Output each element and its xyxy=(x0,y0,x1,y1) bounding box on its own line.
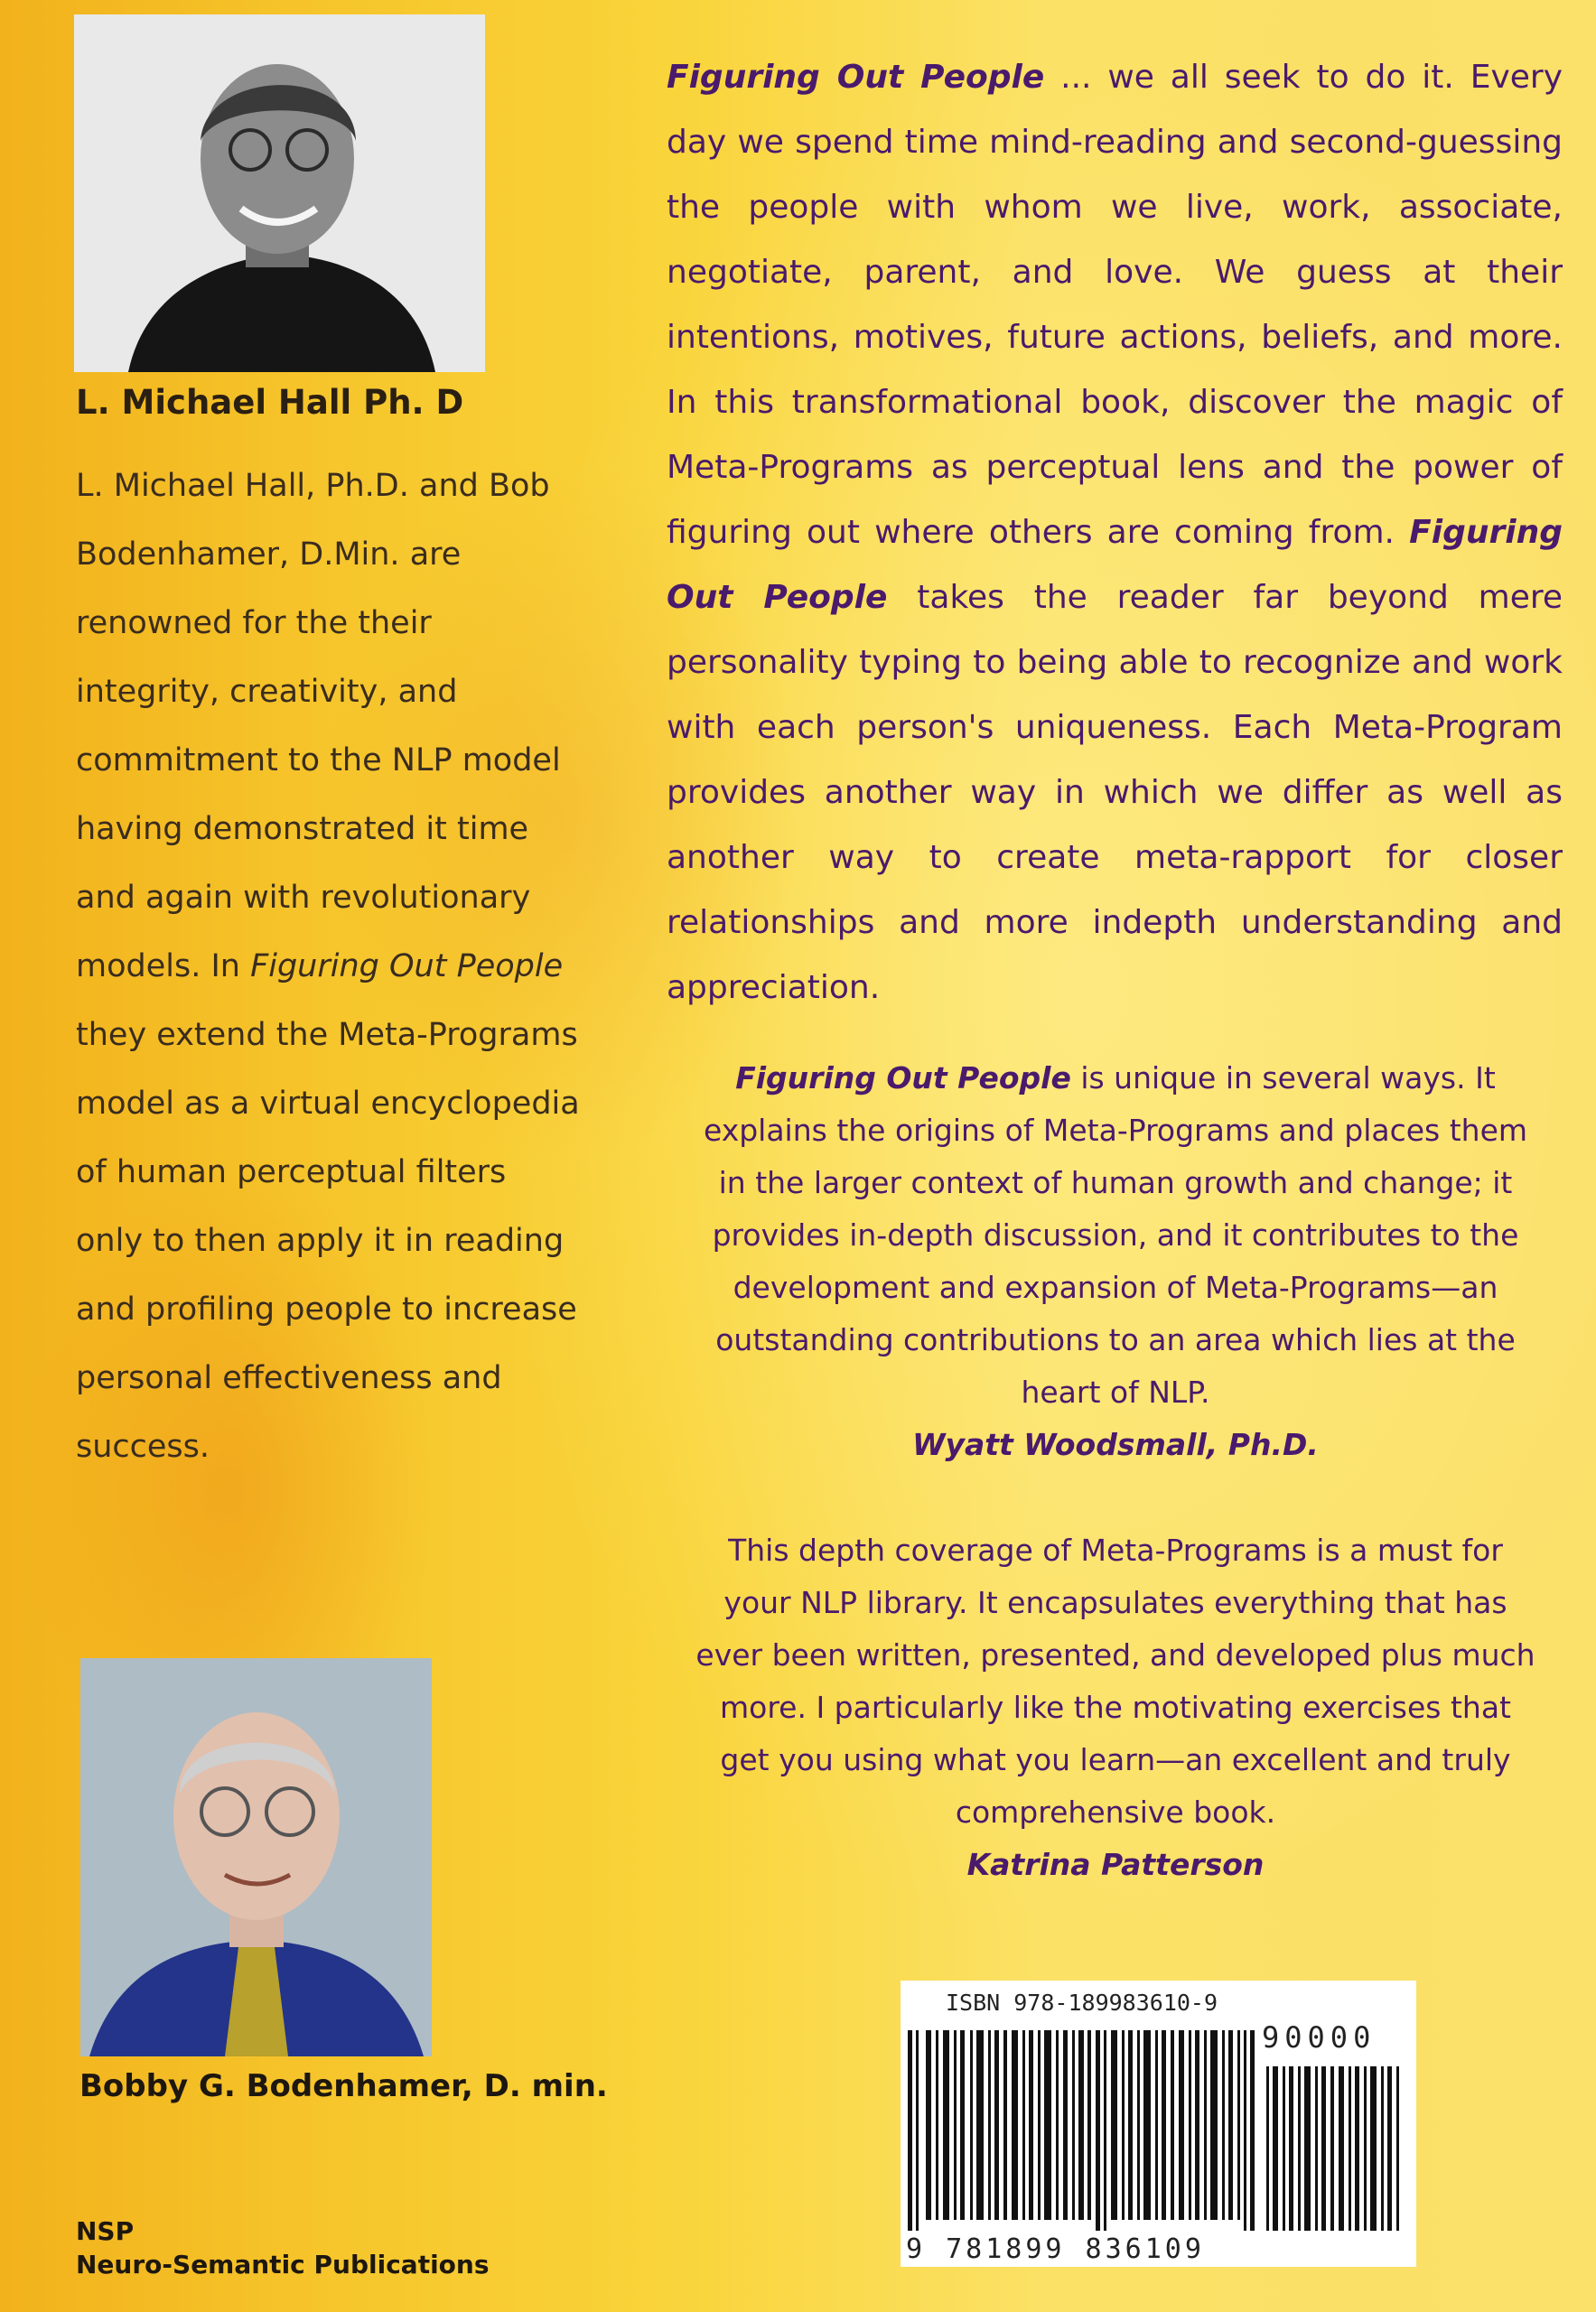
isbn-barcode xyxy=(901,1981,1416,2267)
endorsement-quote-patterson xyxy=(695,1524,1535,1891)
portrait-hall-image xyxy=(74,14,485,372)
publisher-short: NSP xyxy=(76,2216,135,2246)
portrait-bodenhamer-image xyxy=(80,1658,432,2056)
quote-author: Wyatt Woodsmall, Ph.D. xyxy=(912,1427,1319,1462)
author-photo-bodenhamer xyxy=(80,1658,432,2056)
price-code: 90000 xyxy=(1262,2020,1377,2055)
blurb-title-1: Figuring Out People xyxy=(667,59,1045,96)
barcode-digits: 9 781899 836109 xyxy=(906,2233,1205,2265)
bio-text-1: L. Michael Hall, Ph.D. and Bob Bodenhamer, D.Min. are renowned for the their integrity, creativity, and commitment to the NLP model having demonstrated it time and again with revolutionary models. In xyxy=(76,468,561,984)
bio-book-title: Figuring Out People xyxy=(250,948,564,984)
author-name-hall: L. Michael Hall Ph. D xyxy=(76,383,464,422)
author-bio xyxy=(76,452,582,1481)
publisher-full: Neuro-Semantic Publications xyxy=(76,2250,490,2279)
bio-text-2: they extend the Meta-Programs model as a virtual encyclopedia of human perceptual filters only to then apply it in reading and profiling people to increase personal effectiveness and success. xyxy=(76,1017,580,1465)
blurb-title-2: Figuring Out People xyxy=(667,514,1563,616)
author-photo-hall xyxy=(74,14,485,372)
quote-text: This depth coverage of Meta-Programs is a must for your NLP library. It encapsulates everything that has ever been written, presented, and developed plus much more. I particularly like the motivating exercises that get you using what you learn—an excellent and truly comprehensive book. xyxy=(695,1533,1535,1830)
blurb-text-1: ... we all seek to do it. Every day we spend time mind-reading and second-guessing the people with whom we live, work, associate, negotiate, parent, and love. We guess at their intentions, motives, future actions, beliefs, and more. In this transformational book, discover the magic of Meta-Programs as perceptual lens and the power of figuring out where others are coming from. xyxy=(667,59,1563,551)
quote-book-title: Figuring Out People xyxy=(735,1060,1071,1095)
quote-author: Katrina Patterson xyxy=(966,1847,1265,1882)
isbn-number: ISBN 978-189983610-9 xyxy=(946,1990,1218,2016)
author-name-bodenhamer: Bobby G. Bodenhamer, D. min. xyxy=(79,2068,608,2104)
blurb-text-2: takes the reader far beyond mere personality typing to being able to recognize and work with each person's uniqueness. Each Meta-Program provides another way in which we differ as well as another way to create meta-rapport for closer relationships and more indepth understanding and appreciation. xyxy=(667,579,1563,1006)
endorsement-quote-woodsmall xyxy=(695,1052,1535,1471)
quote-text: is unique in several ways. It explains the origins of Meta-Programs and places them in the larger context of human growth and change; it provides in-depth discussion, and it contributes to the development and expansion of Meta-Programs—an outstanding contributions to an area which lies at the heart of NLP. xyxy=(703,1060,1528,1410)
main-blurb xyxy=(667,45,1563,1021)
publisher-block xyxy=(76,2214,490,2281)
